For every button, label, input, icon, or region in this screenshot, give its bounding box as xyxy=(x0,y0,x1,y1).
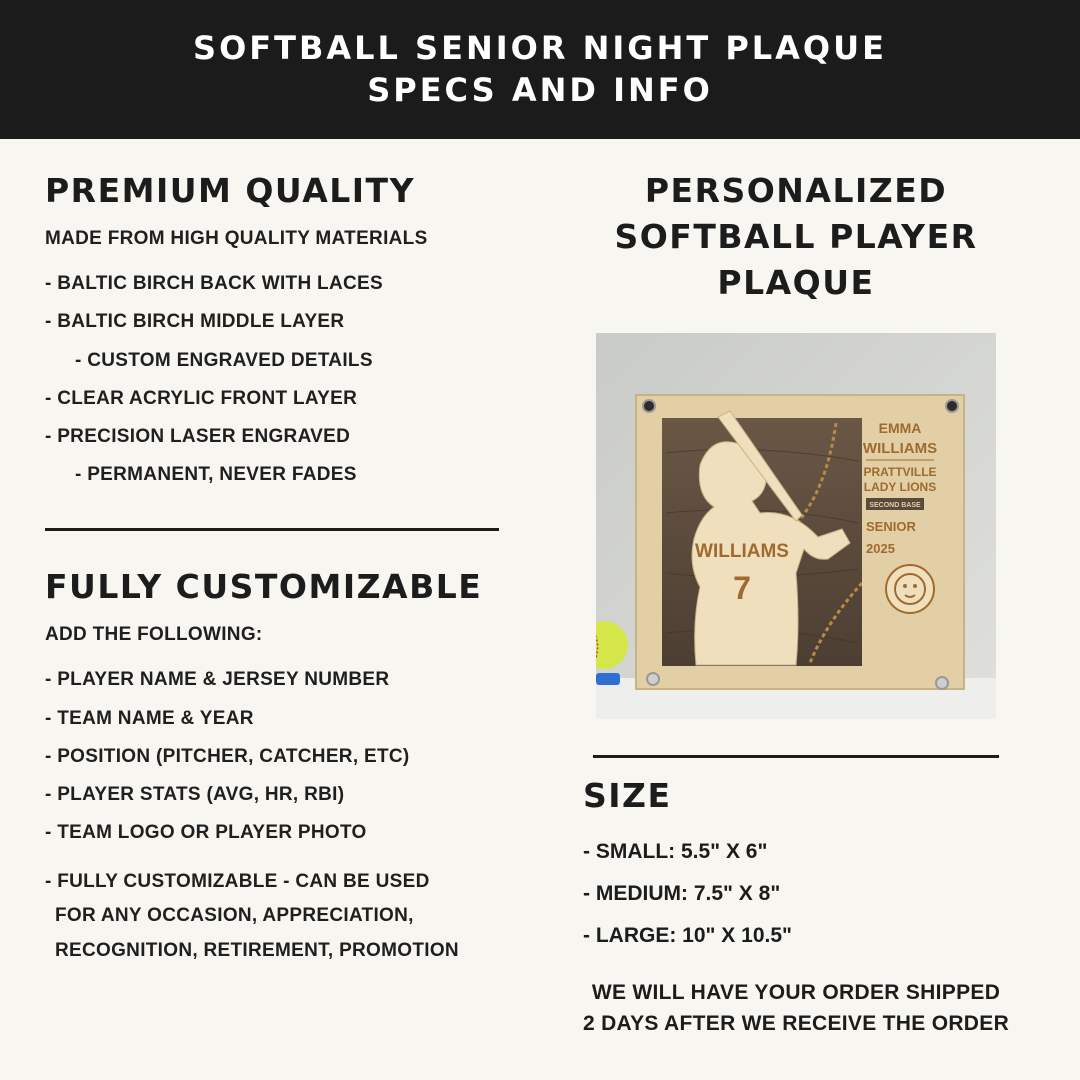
page-title-line-1: SOFTBALL SENIOR NIGHT PLAQUE xyxy=(193,29,887,67)
product-title xyxy=(566,168,1026,306)
premium-quality-heading: PREMIUM QUALITY xyxy=(45,171,415,210)
plaque-illustration xyxy=(596,333,996,719)
plaque-position: SECOND BASE xyxy=(869,502,921,509)
premium-item: - PRECISION LASER ENGRAVED xyxy=(45,426,351,447)
plaque-class-label: SENIOR xyxy=(866,519,916,534)
customizable-note-line: - FULLY CUSTOMIZABLE - CAN BE USED xyxy=(45,871,430,892)
shipping-line-1: WE WILL HAVE YOUR ORDER SHIPPED xyxy=(591,981,1001,1004)
product-title-line: PLAQUE xyxy=(717,263,875,302)
plaque-last-name: WILLIAMS xyxy=(862,440,938,457)
plaque-team-line-1: PRATTVILLE xyxy=(863,465,937,479)
standoff-screw-icon xyxy=(936,677,948,689)
standoff-screw-icon xyxy=(647,673,659,685)
customizable-item: - PLAYER NAME & JERSEY NUMBER xyxy=(45,669,390,690)
size-item-small: - SMALL: 5.5" X 6" xyxy=(583,840,768,863)
customizable-item: - TEAM LOGO OR PLAYER PHOTO xyxy=(45,822,367,843)
standoff-screw-icon xyxy=(946,400,958,412)
page-title-line-2: SPECS AND INFO xyxy=(367,71,713,109)
customizable-note-line: FOR ANY OCCASION, APPRECIATION, xyxy=(55,905,414,926)
size-heading: SIZE xyxy=(583,776,672,815)
left-divider xyxy=(45,528,499,531)
right-divider xyxy=(593,755,999,758)
customizable-heading: FULLY CUSTOMIZABLE xyxy=(45,567,483,606)
shipping-line-2: 2 DAYS AFTER WE RECEIVE THE ORDER xyxy=(582,1012,1010,1035)
premium-subitem: - CUSTOM ENGRAVED DETAILS xyxy=(75,350,373,371)
page-header xyxy=(0,0,1080,139)
product-title-line: PERSONALIZED xyxy=(644,171,948,210)
size-item-medium: - MEDIUM: 7.5" X 8" xyxy=(583,882,781,905)
jersey-name: WILLIAMS xyxy=(695,541,789,562)
premium-subitem: - PERMANENT, NEVER FADES xyxy=(75,464,357,485)
customizable-intro: ADD THE FOLLOWING: xyxy=(45,624,263,645)
customizable-item: - TEAM NAME & YEAR xyxy=(45,708,254,729)
premium-item: - BALTIC BIRCH MIDDLE LAYER xyxy=(45,311,345,332)
plaque-year: 2025 xyxy=(866,541,895,556)
lion-logo-icon xyxy=(886,565,934,613)
premium-intro: MADE FROM HIGH QUALITY MATERIALS xyxy=(45,228,428,249)
plaque-first-name: EMMA xyxy=(878,420,922,436)
product-title-line: SOFTBALL PLAYER xyxy=(614,217,978,256)
premium-item: - BALTIC BIRCH BACK WITH LACES xyxy=(45,273,383,294)
size-item-large: - LARGE: 10" X 10.5" xyxy=(583,924,792,947)
product-photo xyxy=(596,333,996,719)
premium-item: - CLEAR ACRYLIC FRONT LAYER xyxy=(45,388,358,409)
customizable-item: - POSITION (PITCHER, CATCHER, ETC) xyxy=(45,746,410,767)
jersey-number: 7 xyxy=(733,570,751,606)
customizable-item: - PLAYER STATS (AVG, HR, RBI) xyxy=(45,784,345,805)
shipping-note xyxy=(546,977,1046,1039)
plaque-team-line-2: LADY LIONS xyxy=(863,480,937,494)
standoff-screw-icon xyxy=(643,400,655,412)
customizable-note-line: RECOGNITION, RETIREMENT, PROMOTION xyxy=(55,940,459,961)
